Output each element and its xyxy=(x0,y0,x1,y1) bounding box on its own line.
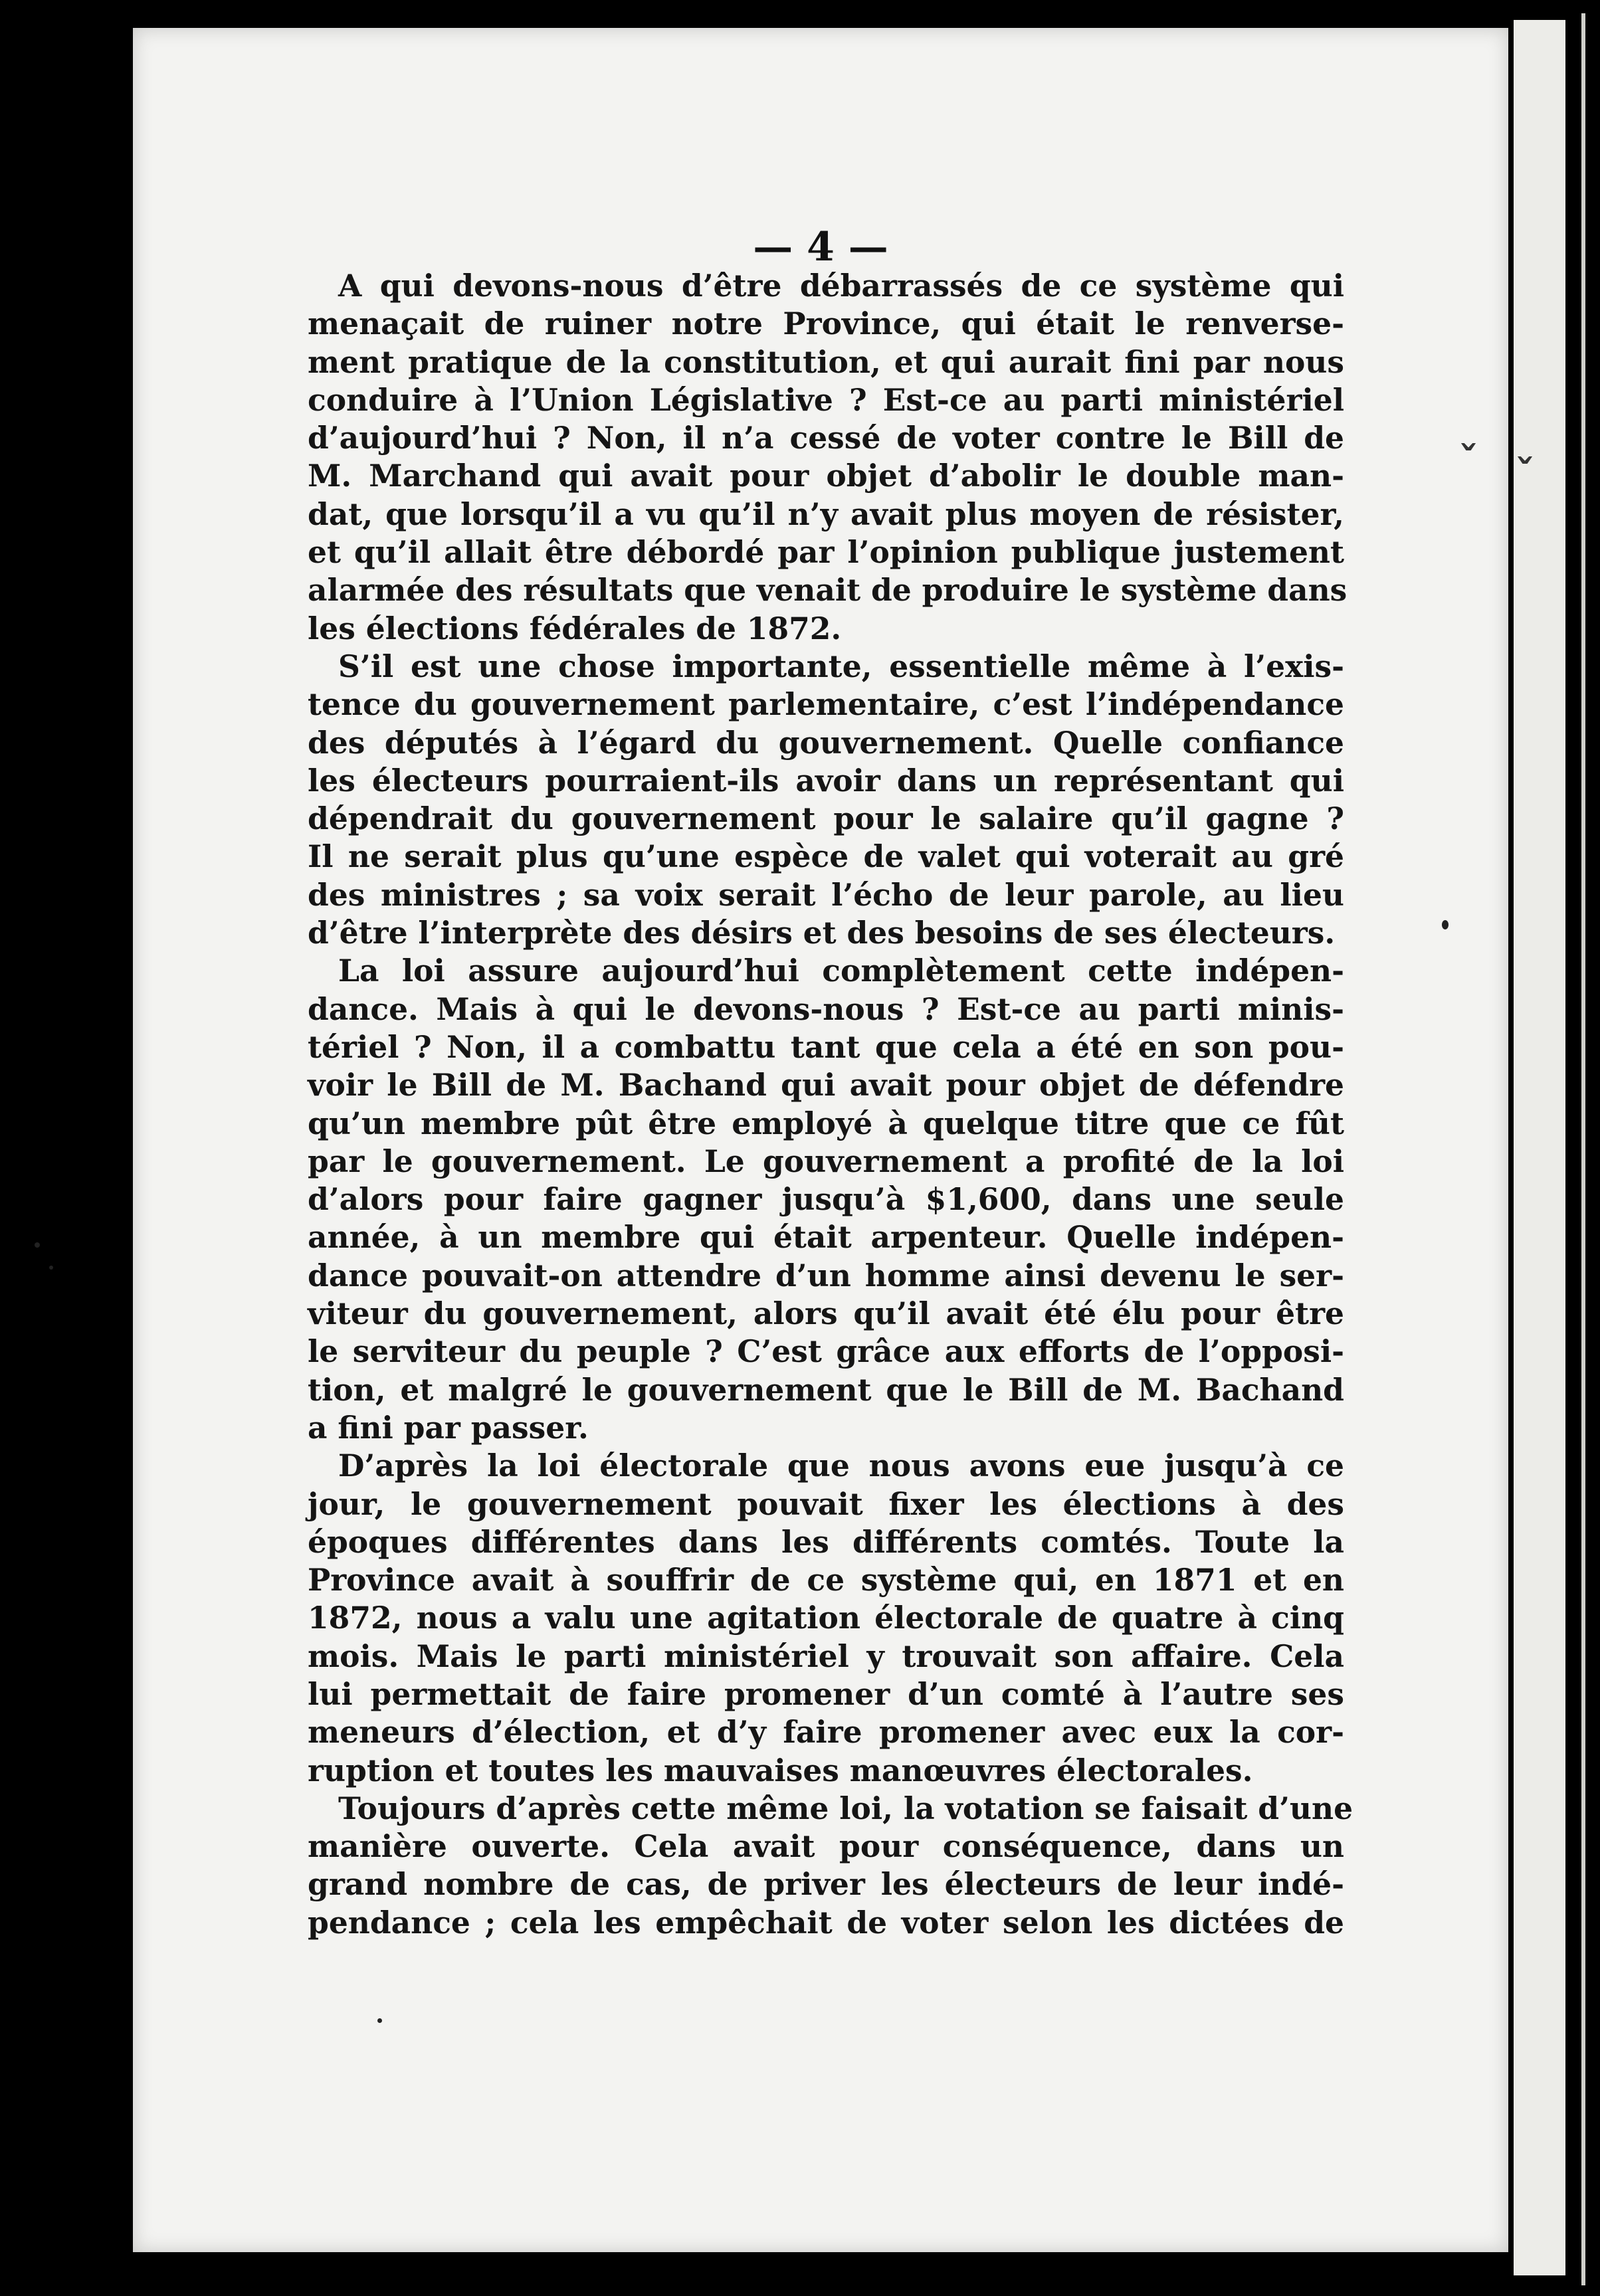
text-line: voir le Bill de M. Bachand qui avait pour objet de défendre xyxy=(308,1067,1344,1103)
text-line: conduire à l’Union Législative ? Est-ce au parti ministériel xyxy=(308,381,1344,418)
text-line: et qu’il allait être débordé par l’opinion publique justement xyxy=(308,534,1344,571)
speck xyxy=(1442,920,1449,929)
text-line: jour, le gouvernement pouvait fixer les élections à des xyxy=(308,1485,1344,1522)
text-line: année, à un membre qui était arpenteur. Quelle indépen- xyxy=(308,1219,1344,1256)
text-line: des députés à l’égard du gouvernement. Quelle confiance xyxy=(308,724,1344,761)
text-line: époques différentes dans les différents comtés. Toute la xyxy=(308,1523,1344,1560)
text-line: les élections fédérales de 1872. xyxy=(308,610,842,646)
page-number: — 4 — xyxy=(753,224,888,270)
text-line: lui permettait de faire promener d’un comté à l’autre ses xyxy=(308,1675,1344,1712)
text-line: mois. Mais le parti ministériel y trouvait son affaire. Cela xyxy=(308,1638,1344,1674)
text-line: tion, et malgré le gouvernement que le Bill de M. Bachand xyxy=(308,1371,1344,1408)
text-line: dat, que lorsqu’il a vu qu’il n’y avait plus moyen de résister, xyxy=(308,496,1344,532)
text-line: D’après la loi électorale que nous avons eue jusqu’à ce xyxy=(338,1448,1344,1484)
body-text xyxy=(308,267,1353,1942)
ink-mark: ˇ xyxy=(1515,452,1535,498)
text-line: tence du gouvernement parlementaire, c’est l’indépendance xyxy=(308,686,1344,723)
text-line: d’alors pour faire gagner jusqu’à $1,600, dans une seule xyxy=(308,1181,1344,1218)
text-line: d’être l’interprète des désirs et des besoins de ses électeurs. xyxy=(308,915,1336,951)
text-line: S’il est une chose importante, essentielle même à l’exis- xyxy=(338,648,1344,684)
text-line: pendance ; cela les empêchait de voter selon les dictées de xyxy=(308,1904,1344,1941)
text-line: par le gouvernement. Le gouvernement a profité de la loi xyxy=(308,1143,1344,1179)
text-line: A qui devons-nous d’être débarrassés de ce système qui xyxy=(338,268,1344,304)
page-edge-line xyxy=(1581,13,1585,2285)
text-line: dance. Mais à qui le devons-nous ? Est-ce au parti minis- xyxy=(308,991,1344,1027)
text-line: menaçait de ruiner notre Province, qui était le renverse- xyxy=(308,306,1344,342)
text-line: M. Marchand qui avait pour objet d’abolir le double man- xyxy=(308,458,1344,494)
speck xyxy=(377,2018,382,2023)
speck xyxy=(35,1242,40,1248)
speck xyxy=(49,1266,53,1270)
text-line: ment pratique de la constitution, et qui aurait fini par nous xyxy=(308,343,1344,380)
text-line: La loi assure aujourd’hui complètement cette indépen- xyxy=(338,953,1344,989)
text-line: Il ne serait plus qu’une espèce de valet qui voterait au gré xyxy=(308,838,1344,875)
text-line: dépendrait du gouvernement pour le salaire qu’il gagne ? xyxy=(308,801,1344,837)
text-line: qu’un membre pût être employé à quelque titre que ce fût xyxy=(308,1105,1344,1141)
text-line: Province avait à souffrir de ce système qui, en 1871 et en xyxy=(308,1562,1344,1598)
adjacent-page-edge xyxy=(1514,20,1565,2275)
text-line: viteur du gouvernement, alors qu’il avait été élu pour être xyxy=(308,1295,1344,1332)
text-line: ruption et toutes les mauvaises manœuvres électorales. xyxy=(308,1752,1253,1788)
text-line: alarmée des résultats que venait de produire le système dans xyxy=(308,572,1348,609)
text-line: meneurs d’élection, et d’y faire promener avec eux la cor- xyxy=(308,1714,1344,1751)
text-line: manière ouverte. Cela avait pour conséquence, dans un xyxy=(308,1828,1344,1865)
text-line: les électeurs pourraient-ils avoir dans un représentant qui xyxy=(308,762,1344,799)
text-line: Toujours d’après cette même loi, la votation se faisait d’une xyxy=(338,1790,1353,1826)
text-line: le serviteur du peuple ? C’est grâce aux efforts de l’opposi- xyxy=(308,1333,1344,1370)
ink-mark: ˇ xyxy=(1458,438,1478,485)
text-line: a fini par passer. xyxy=(308,1409,589,1446)
text-line: 1872, nous a valu une agitation électorale de quatre à cinq xyxy=(308,1600,1344,1636)
text-line: dance pouvait-on attendre d’un homme ainsi devenu le ser- xyxy=(308,1257,1344,1293)
text-line: d’aujourd’hui ? Non, il n’a cessé de voter contre le Bill de xyxy=(308,420,1344,456)
text-line: tériel ? Non, il a combattu tant que cela a été en son pou- xyxy=(308,1028,1344,1065)
text-line: des ministres ; sa voix serait l’écho de leur parole, au lieu xyxy=(308,876,1344,913)
text-line: grand nombre de cas, de priver les électeurs de leur indé- xyxy=(308,1866,1344,1903)
